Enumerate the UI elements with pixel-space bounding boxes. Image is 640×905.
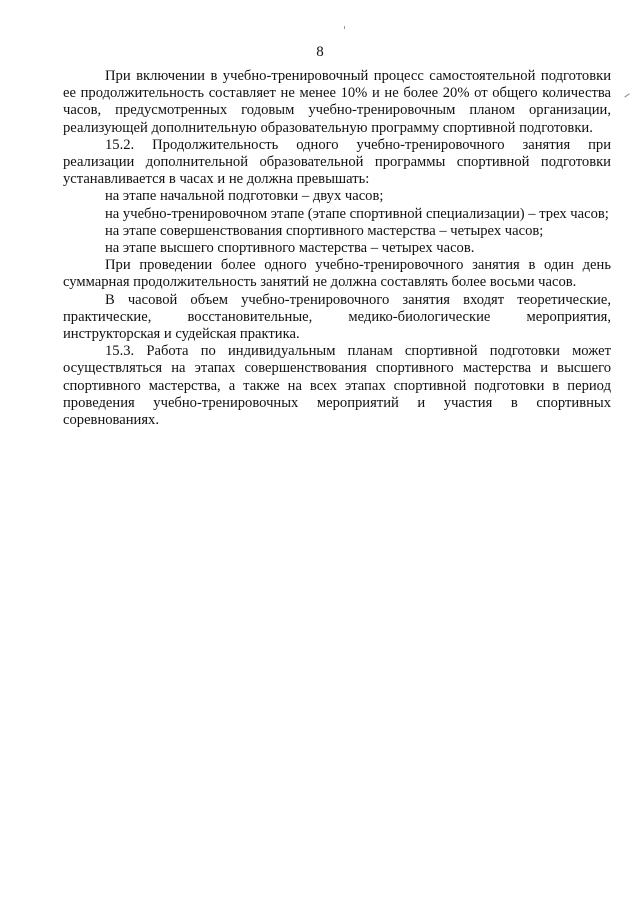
page-number: 8 (316, 44, 324, 60)
scan-artifact (344, 26, 345, 29)
paragraph-15-2: 15.2. Продолжительность одного учебно-тренировочного занятия при реализации дополнительной образовательной программы спортивной подготовки устанавливается в часах и не должна превышать: (63, 136, 611, 188)
list-item-higher-mastery-stage: на этапе высшего спортивного мастерства – четырех часов. (105, 240, 475, 257)
scan-artifact (624, 93, 629, 97)
list-item-training-stage: на учебно-тренировочном этапе (этапе спортивной специализации) – трех часов; (105, 205, 609, 222)
paragraph-15-3: 15.3. Работа по индивидуальным планам спортивной подготовки может осуществляться на этапах совершенствования спортивного мастерства и высшего спортивного мастерства, а также на всех этапах спортивной подготовки в период проведения учебно-тренировочных мероприятий и участия в спортивных соревнованиях. (63, 343, 611, 429)
paragraph-multiple-sessions: При проведении более одного учебно-тренировочного занятия в один день суммарная продолжительность занятий не должна составлять более восьми часов. (63, 257, 611, 291)
paragraph-hourly-volume: В часовой объем учебно-тренировочного занятия входят теоретические, практические, восстановительные, медико-биологические мероприятия, инструкторская и судейская практика. (63, 291, 611, 343)
paragraph-self-training: При включении в учебно-тренировочный процесс самостоятельной подготовки ее продолжительность составляет не менее 10% и не более 20% от общего количества часов, предусмотренных годовым учебно-тренировочным планом организации, реализующей дополнительную образовательную программу спортивной подготовки. (63, 68, 611, 136)
document-body (63, 68, 611, 429)
list-item-improvement-stage: на этапе совершенствования спортивного мастерства – четырех часов; (105, 222, 544, 239)
list-item-initial-stage: на этапе начальной подготовки – двух часов; (105, 188, 384, 205)
